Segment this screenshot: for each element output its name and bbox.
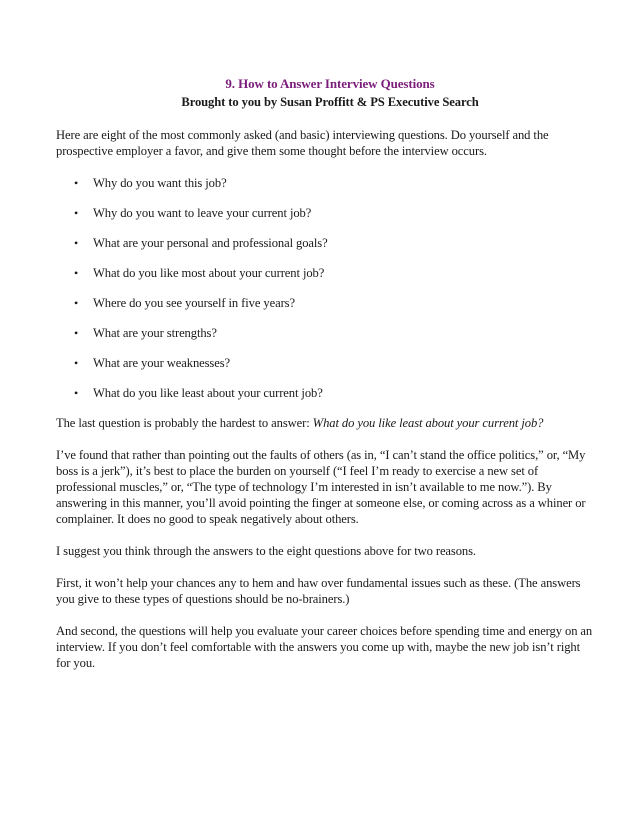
bullet-icon: • [74,206,79,220]
list-item [56,175,596,191]
question-text: What do you like most about your current job? [93,266,325,280]
question-list [56,175,596,401]
list-item [56,355,596,371]
question-text: What are your personal and professional goals? [93,236,328,250]
bullet-icon: • [74,386,79,400]
bullet-icon: • [74,356,79,370]
page-title: 9. How to Answer Interview Questions [225,76,435,91]
list-item [56,205,596,221]
bullet-icon: • [74,266,79,280]
question-text: Where do you see yourself in five years? [93,296,295,310]
body-paragraph-3: First, it won’t help your chances any to hem and haw over fundamental issues such as these. (The answers you give to these types of questions should be no-brainers.) [56,576,581,606]
bullet-icon: • [74,176,79,190]
question-text: What are your weaknesses? [93,356,231,370]
list-item [56,295,596,311]
list-item [56,235,596,251]
body-paragraph-1: I’ve found that rather than pointing out the faults of others (as in, “I can’t stand the office politics,” or, “My boss is a jerk”), it’s best to place the burden on yourself (“I feel I’m ready to exercise a new set of professional muscles,” or, “The type of technology I’m interested in isn’t available to me now.”). By answering in this manner, you’ll avoid pointing the finger at someone else, or coming across as a whiner or complainer. It does no good to speak negatively about others. [56,448,586,526]
bullet-icon: • [74,236,79,250]
intro-paragraph: Here are eight of the most commonly asked (and basic) interviewing questions. Do yourself and the prospective employer a favor, and give them some thought before the interview occurs. [56,128,549,158]
bullet-icon: • [74,326,79,340]
question-text: Why do you want to leave your current job? [93,206,312,220]
body-paragraph-4: And second, the questions will help you evaluate your career choices before spending time and energy on an interview. If you don’t feel comfortable with the answers you come up with, maybe the new job isn’t right for you. [56,624,593,670]
hardest-lead-text: The last question is probably the hardest to answer: [56,416,313,430]
document-page [56,76,596,687]
list-item [56,385,596,401]
page-subtitle: Brought to you by Susan Proffitt & PS Executive Search [181,95,479,109]
question-text: What do you like least about your current job? [93,386,323,400]
hardest-emphasis-text: What do you like least about your current job? [312,416,544,430]
question-text: Why do you want this job? [93,176,227,190]
body-paragraph-2: I suggest you think through the answers to the eight questions above for two reasons. [56,544,476,558]
question-text: What are your strengths? [93,326,217,340]
list-item [56,265,596,281]
hardest-question-paragraph [56,415,596,431]
list-item [56,325,596,341]
bullet-icon: • [74,296,79,310]
